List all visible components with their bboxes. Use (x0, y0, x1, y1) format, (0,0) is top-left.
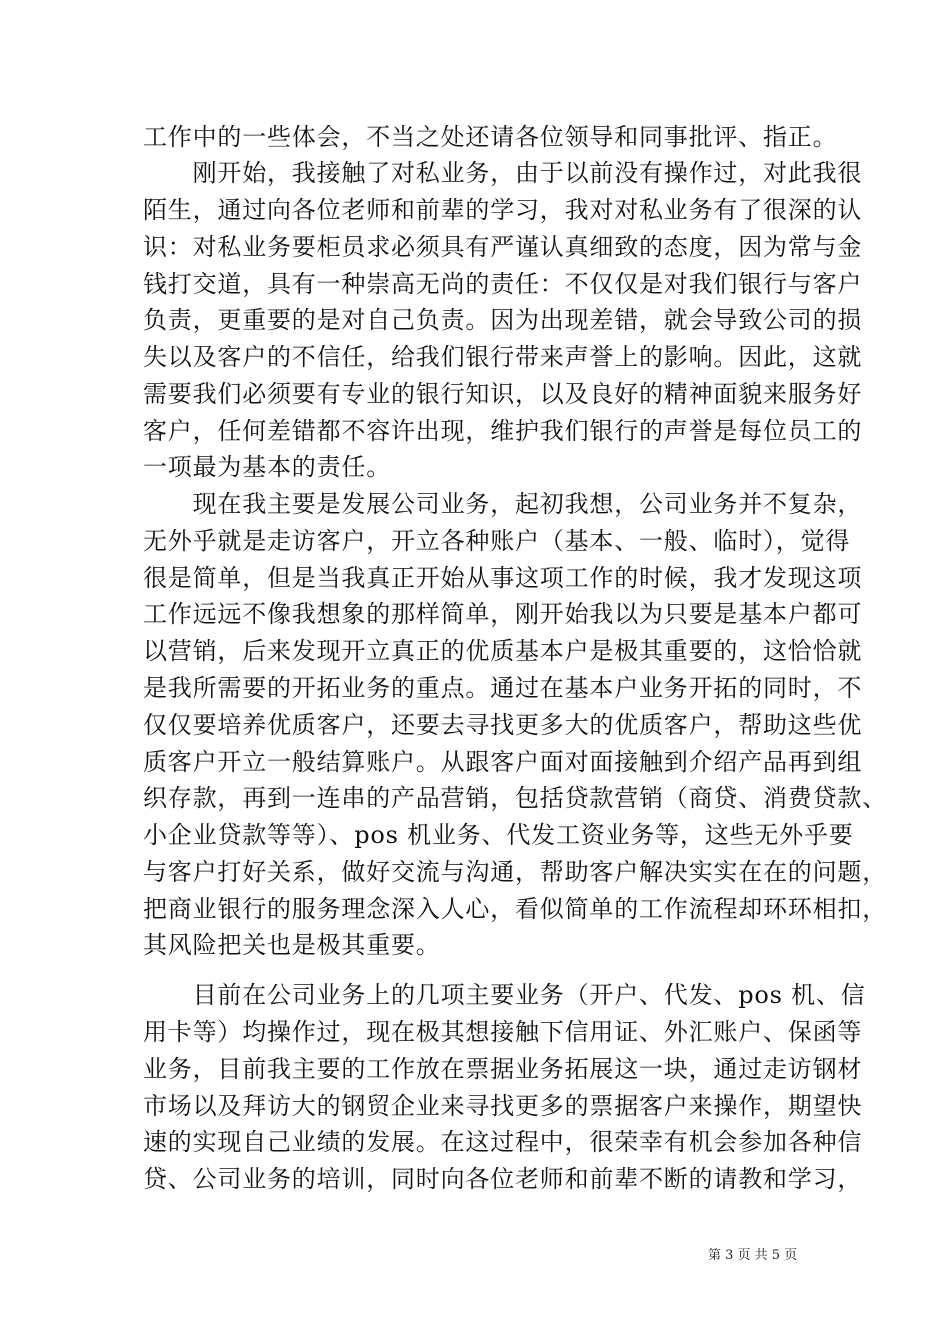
text-line: 一项最为基本的责任。 (143, 453, 391, 481)
page-number-footer: 第 3 页 共 5 页 (708, 1248, 798, 1263)
text-line: 现在我主要是发展公司业务，起初我想，公司业务并不复杂， (143, 490, 863, 518)
text-line: 速的实现自己业绩的发展。在这过程中，很荣幸有机会参加各种信 (143, 1128, 863, 1156)
text-line: 贷、公司业务的培训，同时向各位老师和前辈不断的请教和学习， (143, 1165, 863, 1193)
text-line: 陌生，通过向各位老师和前辈的学习，我对对私业务有了很深的认 (143, 196, 863, 224)
text-line: 把商业银行的服务理念深入人心，看似简单的工作流程却环环相扣， (143, 895, 887, 923)
text-line: 其风险把关也是极其重要。 (143, 931, 441, 959)
text-line: 仅仅要培养优质客户，还要去寻找更多大的优质客户，帮助这些优 (143, 711, 863, 739)
text-line: 钱打交道，具有一种崇高无尚的责任：不仅仅是对我们银行与客户 (143, 270, 863, 298)
text-line: 工作中的一些体会，不当之处还请各位领导和同事批评、指正。 (143, 123, 838, 151)
text-line: 识：对私业务要柜员求必须具有严谨认真细致的态度，因为常与金 (143, 233, 863, 261)
text-line: 负责，更重要的是对自己负责。因为出现差错，就会导致公司的损 (143, 306, 863, 334)
text-line: 业务，目前我主要的工作放在票据业务拓展这一块，通过走访钢材 (143, 1055, 863, 1083)
text-line: 无外乎就是走访客户，开立各种账户（基本、一般、临时），觉得 (143, 527, 851, 555)
text-line: 用卡等）均操作过，现在极其想接触下信用证、外汇账户、保函等 (143, 1018, 863, 1046)
text-line: 质客户开立一般结算账户。从跟客户面对面接触到介绍产品再到组 (143, 748, 863, 776)
text-line: 与客户打好关系，做好交流与沟通，帮助客户解决实实在在的问题， (143, 858, 887, 886)
text-line: 工作远远不像我想象的那样简单，刚开始我以为只要是基本户都可 (143, 600, 863, 628)
text-line: 以营销，后来发现开立真正的优质基本户是极其重要的，这恰恰就 (143, 637, 863, 665)
text-line: 失以及客户的不信任，给我们银行带来声誉上的影响。因此，这就 (143, 343, 863, 371)
text-line: 客户，任何差错都不容许出现，维护我们银行的声誉是每位员工的 (143, 417, 863, 445)
text-line: 刚开始，我接触了对私业务，由于以前没有操作过，对此我很 (143, 159, 863, 187)
text-line: 织存款，再到一连串的产品营销，包括贷款营销（商贷、消费贷款、 (143, 784, 887, 812)
text-line: 目前在公司业务上的几项主要业务（开户、代发、pos 机、信 (143, 981, 866, 1009)
text-line: 小企业贷款等等）、pos 机业务、代发工资业务等，这些无外乎要 (143, 821, 854, 849)
text-line: 需要我们必须要有专业的银行知识，以及良好的精神面貌来服务好 (143, 380, 863, 408)
text-line: 市场以及拜访大的钢贸企业来寻找更多的票据客户来操作，期望快 (143, 1092, 863, 1120)
text-line: 很是简单，但是当我真正开始从事这项工作的时候，我才发现这项 (143, 564, 863, 592)
text-line: 是我所需要的开拓业务的重点。通过在基本户业务开拓的同时，不 (143, 674, 863, 702)
